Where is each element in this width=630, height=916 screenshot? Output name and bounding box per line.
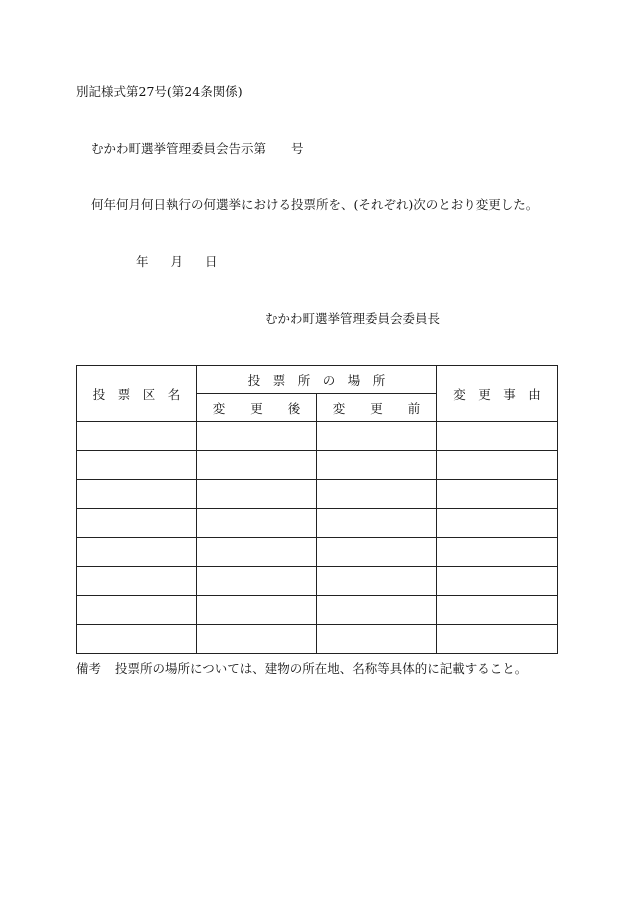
table-row [77,451,558,480]
cell-before [317,509,437,538]
table-row [77,422,558,451]
cell-reason [437,538,558,567]
cell-district [77,538,197,567]
table-row [77,480,558,509]
cell-district [77,596,197,625]
cell-reason [437,509,558,538]
table-row [77,509,558,538]
cell-reason [437,480,558,509]
notice-title: むかわ町選挙管理委員会告示第 号 [91,141,304,156]
cell-reason [437,451,558,480]
signatory: むかわ町選挙管理委員会委員長 [265,311,441,326]
cell-reason [437,567,558,596]
cell-district [77,451,197,480]
cell-before [317,625,437,654]
cell-before [317,451,437,480]
date-day-label: 日 [205,254,218,269]
cell-after [197,422,317,451]
cell-reason [437,625,558,654]
cell-district [77,422,197,451]
cell-district [77,567,197,596]
form-number: 別記様式第27号(第24条関係) [76,84,243,99]
polling-place-change-table [76,365,558,654]
table-row [77,538,558,567]
cell-after [197,480,317,509]
header-location-group: 投 票 所 の 場 所 [197,366,437,394]
cell-reason [437,596,558,625]
cell-after [197,509,317,538]
cell-district [77,480,197,509]
header-before: 変 更 前 [317,394,437,422]
cell-after [197,567,317,596]
date-month-label: 月 [170,254,184,269]
cell-before [317,596,437,625]
cell-before [317,422,437,451]
cell-before [317,538,437,567]
cell-after [197,596,317,625]
date-line [136,254,218,270]
table-row [77,596,558,625]
date-year-label: 年 [136,254,149,269]
table-row [77,567,558,596]
remarks-text: 投票所の場所については、建物の所在地、名称等具体的に記載すること。 [115,661,528,676]
cell-district [77,625,197,654]
header-reason: 変 更 事 由 [437,366,558,422]
remarks [76,661,527,677]
cell-after [197,625,317,654]
table-row [77,625,558,654]
cell-after [197,451,317,480]
header-after: 変 更 後 [197,394,317,422]
cell-before [317,480,437,509]
remarks-label: 備考 [76,661,102,676]
cell-before [317,567,437,596]
notice-body: 何年何月何日執行の何選挙における投票所を、(それぞれ)次のとおり変更した。 [91,197,539,212]
header-district: 投 票 区 名 [77,366,197,422]
cell-reason [437,422,558,451]
cell-after [197,538,317,567]
cell-district [77,509,197,538]
